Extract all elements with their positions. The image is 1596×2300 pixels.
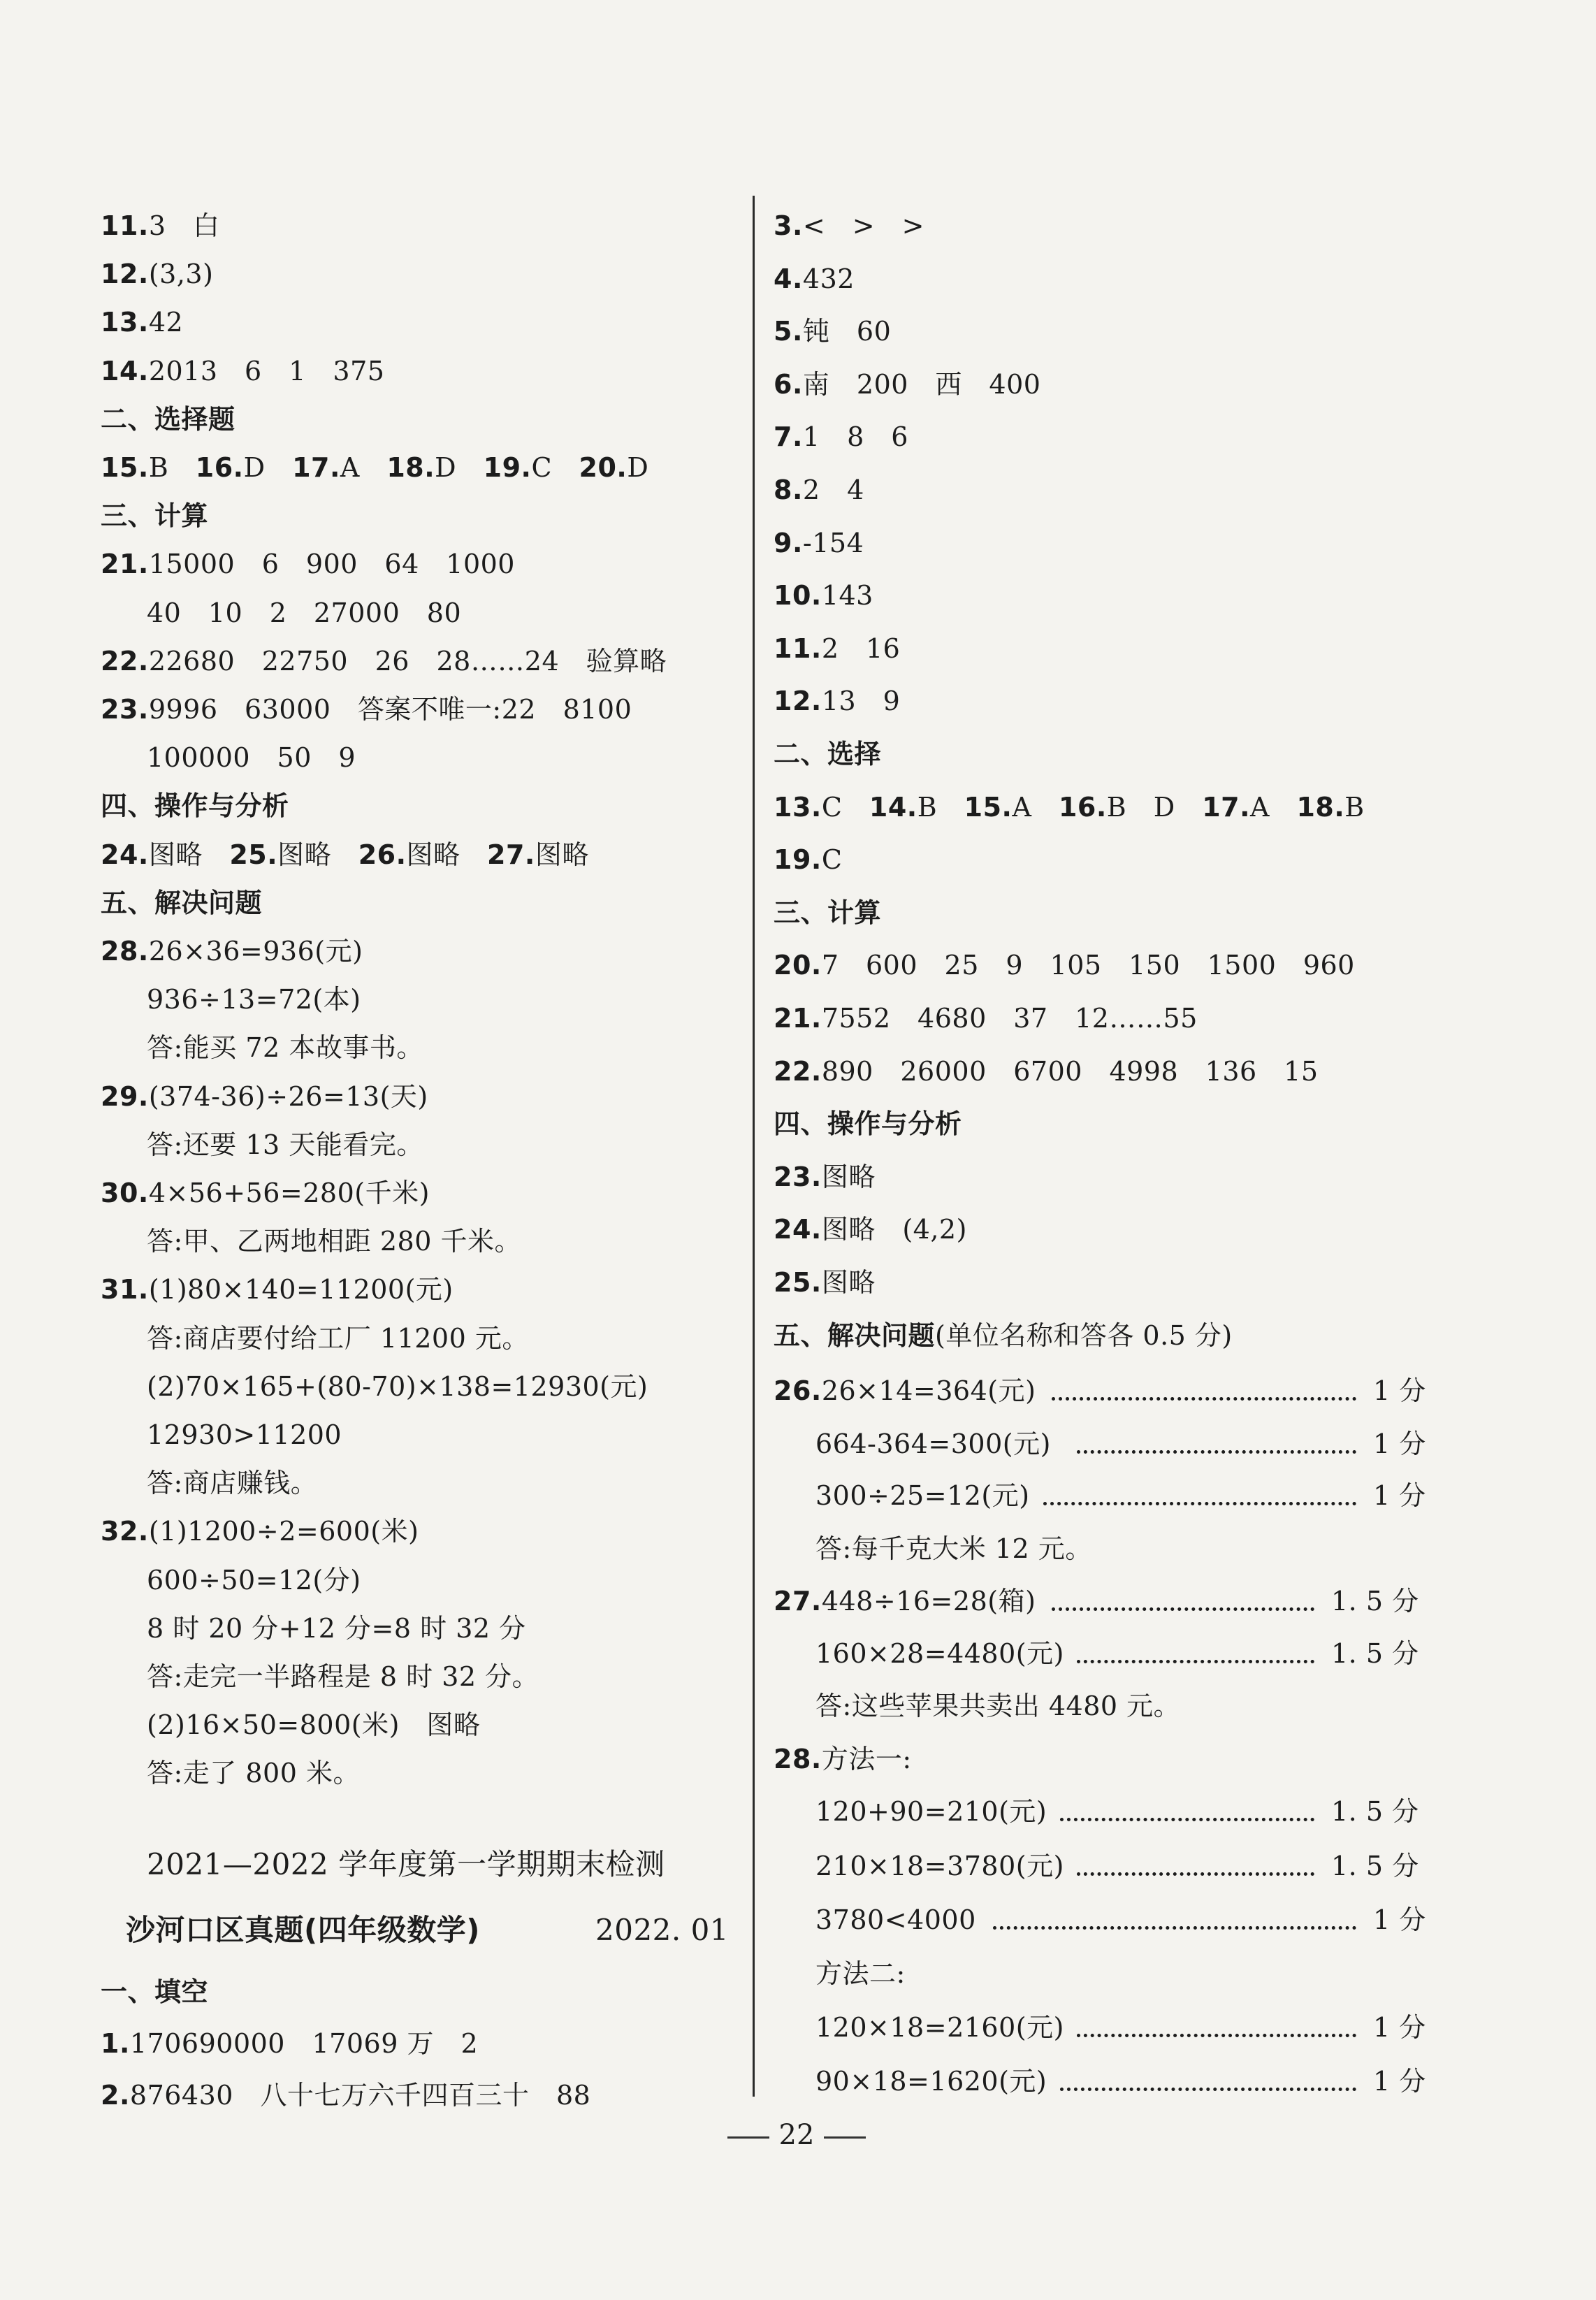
- answer-text: (1)1200÷2=600(米): [148, 1516, 419, 1547]
- question-number: 15.: [101, 452, 149, 483]
- answer-line: [101, 547, 515, 581]
- answer-text: 890 26000 6700 4998 136 15: [821, 1055, 1319, 1087]
- answer-text: 答:能买 72 本故事书。: [147, 1032, 423, 1064]
- answer-line: [774, 419, 908, 454]
- answer-text: 答:甲、乙两地相距 280 千米。: [147, 1226, 521, 1257]
- answer-line: [815, 1531, 1092, 1566]
- answer-text: 答:走了 800 米。: [147, 1758, 360, 1789]
- answer-text: 2 4: [802, 475, 864, 505]
- answer-text: 120+90=210(元): [815, 1796, 1047, 1827]
- score-label: 1. 5 分: [1331, 1586, 1419, 1616]
- answer-text: 210×18=3780(元): [815, 1851, 1064, 1881]
- answer-text: 钝 60: [802, 316, 892, 347]
- question-number: 23.: [774, 1161, 822, 1192]
- answer-line: [101, 1176, 430, 1210]
- question-number: 18.: [1296, 791, 1345, 823]
- question-number: 26.: [774, 1375, 822, 1406]
- section-heading-text: 五、解决问题: [101, 887, 263, 918]
- answer-text: 160×28=4480(元): [815, 1638, 1064, 1669]
- answer-text: 664-364=300(元): [815, 1429, 1051, 1459]
- question-number: 14.: [869, 791, 917, 823]
- answer-text: 4×56+56=280(千米): [148, 1178, 430, 1208]
- answer-line: [101, 208, 220, 243]
- answer-text: 448÷16=28(箱): [821, 1586, 1036, 1616]
- section-heading-text: 五、解决问题: [774, 1319, 936, 1351]
- answer-line: [147, 595, 461, 630]
- answer-text: 15000 6 900 64 1000: [148, 549, 515, 580]
- answer-line: [815, 2064, 1047, 2099]
- answer-text: B D: [1106, 791, 1203, 823]
- answer-text: 答:这些苹果共卖出 4480 元。: [815, 1691, 1181, 1721]
- question-number: 25.: [229, 839, 278, 870]
- answer-text: 7552 4680 37 12……55: [821, 1003, 1198, 1034]
- answer-text: D: [243, 452, 293, 483]
- answer-text: 答:走完一半路程是 8 时 32 分。: [147, 1661, 539, 1692]
- section-heading: [774, 1106, 962, 1141]
- question-number: 3.: [774, 210, 803, 241]
- score-label: 1 分: [1373, 1375, 1426, 1406]
- answer-line: [774, 472, 864, 507]
- question-number: 18.: [386, 452, 435, 483]
- score-label: 1 分: [1373, 1904, 1426, 1935]
- page-number-text: 22: [778, 2119, 815, 2151]
- answer-text: 120×18=2160(元): [815, 2012, 1064, 2043]
- answer-text: A: [340, 452, 387, 483]
- leader-dots: [1052, 1607, 1314, 1611]
- answer-text: 图略: [821, 1161, 876, 1192]
- section-heading: [101, 885, 262, 920]
- answer-line: [147, 1369, 648, 1404]
- section-heading-text: 二、选择: [774, 739, 882, 769]
- answer-text: 26×36=936(元): [148, 936, 363, 967]
- leader-dots: [1060, 1818, 1314, 1821]
- answer-text: A: [1250, 791, 1297, 823]
- leader-dots: [1077, 1872, 1314, 1876]
- section-heading: [774, 737, 881, 772]
- question-number: 28.: [774, 1744, 822, 1774]
- answer-line: [147, 982, 361, 1017]
- answer-line: [147, 1417, 342, 1452]
- leader-dots: [993, 1926, 1356, 1930]
- question-number: 14.: [101, 355, 149, 386]
- answer-text: (3,3): [148, 259, 214, 290]
- answer-line: [101, 2026, 478, 2061]
- answer-line: [815, 1794, 1047, 1829]
- answer-text: 936÷13=72(本): [147, 984, 361, 1015]
- answer-line: [774, 367, 1040, 402]
- section-heading-text: 四、操作与分析: [774, 1108, 962, 1140]
- question-number: 22.: [101, 645, 149, 677]
- answer-text: D: [627, 452, 649, 483]
- answer-line: [774, 631, 900, 666]
- section-heading: [101, 788, 289, 823]
- answer-line: [147, 1611, 526, 1646]
- section-heading: [774, 1318, 1233, 1353]
- answer-line: [774, 790, 1365, 825]
- answer-text: C: [821, 791, 869, 823]
- score-label: 1 分: [1373, 1480, 1426, 1511]
- answer-line: [101, 305, 183, 340]
- question-number: 4.: [774, 263, 803, 294]
- answer-line: [815, 1688, 1180, 1723]
- page-number-dash-right: [824, 2136, 866, 2139]
- answer-line: [815, 1902, 976, 1937]
- answer-line: [147, 1127, 423, 1162]
- answer-line: [101, 2078, 590, 2113]
- answer-line: [147, 1563, 361, 1598]
- score-label: 1. 5 分: [1331, 1851, 1419, 1881]
- answer-text: (2)16×50=800(米) 图略: [147, 1709, 481, 1741]
- answer-text: 600÷50=12(分): [147, 1564, 361, 1596]
- section-heading-text: 一、填空: [101, 1976, 209, 2007]
- section-heading: [774, 895, 881, 930]
- question-number: 17.: [1202, 791, 1251, 823]
- answer-line: [774, 948, 1355, 983]
- answer-line: [774, 314, 891, 349]
- answer-line: [774, 1742, 912, 1777]
- question-number: 28.: [101, 936, 149, 967]
- answer-line: [101, 837, 589, 872]
- answer-line: [815, 1478, 1030, 1513]
- question-number: 11.: [101, 210, 149, 241]
- question-number: 7.: [774, 421, 803, 453]
- question-number: 12.: [101, 259, 149, 290]
- score-label: 1 分: [1373, 1429, 1426, 1459]
- answer-text: B: [148, 452, 196, 483]
- answer-text: (1)80×140=11200(元): [148, 1274, 454, 1305]
- answer-text: 答:每千克大米 12 元。: [815, 1533, 1092, 1564]
- answer-text: 40 10 2 27000 80: [147, 597, 462, 628]
- question-number: 29.: [101, 1080, 149, 1112]
- answer-line: [774, 261, 855, 296]
- question-number: 16.: [195, 452, 244, 483]
- question-number: 21.: [101, 549, 149, 580]
- question-number: 24.: [774, 1214, 822, 1245]
- answer-line: [147, 1321, 529, 1356]
- score-label: 1 分: [1373, 2012, 1426, 2043]
- answer-line: [815, 1636, 1064, 1671]
- answer-text: 90×18=1620(元): [815, 2066, 1047, 2097]
- answer-text: 2013 6 1 375: [148, 355, 385, 386]
- leader-dots: [1043, 1502, 1356, 1505]
- answer-line: [815, 1956, 906, 1991]
- answer-text: 南 200 西 400: [802, 368, 1041, 400]
- answer-text: 2 16: [821, 632, 901, 664]
- answer-line: [774, 1373, 1036, 1408]
- question-number: 12.: [774, 686, 822, 717]
- answer-text: 图略: [535, 839, 589, 870]
- answer-text: 图略: [821, 1267, 876, 1298]
- leader-dots: [1060, 2088, 1356, 2091]
- page-number-dash-left: [727, 2136, 769, 2139]
- question-number: 2.: [101, 2080, 130, 2111]
- answer-line: [147, 1224, 521, 1259]
- answer-text: B: [1344, 791, 1365, 823]
- answer-text: 图略: [406, 839, 488, 870]
- answer-text: -154: [802, 527, 864, 558]
- answer-text: 876430 八十七万六千四百三十 88: [129, 2080, 591, 2111]
- leader-dots: [1052, 1397, 1356, 1401]
- answer-text: 1 8 6: [802, 421, 908, 453]
- answer-text: C: [531, 452, 579, 483]
- answer-line: [774, 684, 900, 718]
- question-number: 20.: [579, 452, 627, 483]
- answer-text: 3 白: [148, 210, 220, 241]
- answer-text: (2)70×165+(80-70)×138=12930(元): [147, 1370, 648, 1402]
- answer-line: [774, 208, 924, 243]
- answer-text: A: [1012, 791, 1059, 823]
- section-heading: [101, 402, 235, 437]
- question-number: 17.: [292, 452, 340, 483]
- answer-line: [147, 1756, 360, 1791]
- question-number: 32.: [101, 1516, 149, 1547]
- exam-subtitle: 沙河口区真题(四年级数学): [126, 1913, 480, 1947]
- question-number: 25.: [774, 1267, 822, 1298]
- answer-line: [147, 740, 356, 775]
- answer-line: [774, 1584, 1036, 1619]
- answer-line: [774, 526, 864, 560]
- answer-line: [101, 934, 363, 969]
- answer-text: C: [821, 844, 843, 876]
- answer-text: 3780<4000: [815, 1904, 976, 1935]
- question-number: 27.: [774, 1586, 822, 1616]
- answer-line: [101, 256, 213, 291]
- answer-line: [101, 1272, 454, 1307]
- answer-line: [147, 1659, 539, 1694]
- question-number: 20.: [774, 950, 822, 981]
- leader-dots: [1077, 2034, 1356, 2037]
- question-number: 22.: [774, 1055, 822, 1087]
- answer-text: 答:商店赚钱。: [147, 1468, 318, 1499]
- exam-title: 2021—2022 学年度第一学期期末检测: [147, 1847, 665, 1881]
- question-number: 27.: [487, 839, 535, 870]
- answer-text: 图略: [148, 839, 230, 870]
- score-label: 1. 5 分: [1331, 1796, 1419, 1827]
- question-number: 26.: [358, 839, 407, 870]
- answer-line: [774, 1054, 1319, 1089]
- leader-dots: [1077, 1660, 1314, 1663]
- question-number: 13.: [101, 307, 149, 338]
- question-number: 10.: [774, 580, 822, 612]
- answer-text: 方法一:: [821, 1744, 912, 1774]
- answer-line: [147, 1466, 317, 1500]
- answer-text: 方法二:: [815, 1958, 906, 1989]
- question-number: 19.: [774, 844, 822, 876]
- answer-text: (374-36)÷26=13(天): [148, 1080, 428, 1112]
- answer-line: [774, 1001, 1198, 1036]
- answer-line: [774, 578, 873, 613]
- question-number: 21.: [774, 1003, 822, 1034]
- answer-text: 图略: [277, 839, 358, 870]
- exam-date: 2022. 01: [595, 1913, 730, 1947]
- answer-text: 9996 63000 答案不唯一:22 8100: [148, 694, 632, 725]
- answer-line: [815, 1426, 1051, 1461]
- answer-line: [774, 1212, 967, 1247]
- score-label: 1 分: [1373, 2066, 1426, 2097]
- score-label: 1. 5 分: [1331, 1638, 1419, 1669]
- answer-text: 432: [802, 263, 855, 294]
- answer-text: 答:商店要付给工厂 11200 元。: [147, 1322, 529, 1354]
- answer-line: [101, 692, 632, 727]
- answer-text: 100000 50 9: [147, 742, 356, 774]
- question-number: 5.: [774, 316, 803, 347]
- answer-text: 答:还要 13 天能看完。: [147, 1129, 423, 1160]
- leader-dots: [1077, 1450, 1356, 1454]
- page-number: [699, 2118, 894, 2153]
- answer-text: 170690000 17069 万 2: [129, 2028, 479, 2059]
- question-number: 15.: [964, 791, 1013, 823]
- answer-line: [774, 842, 842, 877]
- answer-text: 7 600 25 9 105 150 1500 960: [821, 950, 1355, 981]
- question-number: 11.: [774, 632, 822, 664]
- answer-line: [815, 1849, 1064, 1883]
- question-number: 6.: [774, 368, 803, 400]
- answer-text: 143: [821, 580, 873, 612]
- answer-line: [147, 1707, 480, 1742]
- answer-line: [101, 354, 384, 389]
- section-heading: [101, 498, 208, 533]
- answer-text: 8 时 20 分+12 分=8 时 32 分: [147, 1612, 526, 1644]
- section-note: (单位名称和答各 0.5 分): [935, 1319, 1233, 1351]
- question-number: 30.: [101, 1178, 149, 1208]
- answer-line: [101, 1079, 428, 1114]
- section-heading-text: 三、计算: [101, 500, 209, 532]
- answer-text: 12930>11200: [147, 1419, 342, 1450]
- question-number: 23.: [101, 694, 149, 725]
- answer-line: [774, 1265, 876, 1300]
- question-number: 13.: [774, 791, 822, 823]
- answer-text: B: [917, 791, 964, 823]
- answer-line: [101, 644, 667, 679]
- question-number: 8.: [774, 475, 803, 505]
- answer-line: [101, 450, 648, 485]
- question-number: 24.: [101, 839, 149, 870]
- question-number: 9.: [774, 527, 803, 558]
- answer-line: [147, 1030, 423, 1065]
- question-number: 19.: [483, 452, 532, 483]
- answer-text: D: [435, 452, 484, 483]
- answer-text: 22680 22750 26 28……24 验算略: [148, 645, 667, 677]
- question-number: 1.: [101, 2028, 130, 2059]
- answer-text: < > >: [802, 210, 924, 241]
- answer-text: 26×14=364(元): [821, 1375, 1036, 1406]
- answer-text: 42: [148, 307, 184, 338]
- answer-line: [815, 2010, 1064, 2045]
- section-heading-text: 二、选择题: [101, 403, 235, 435]
- answer-text: 13 9: [821, 686, 901, 717]
- question-number: 16.: [1058, 791, 1107, 823]
- answer-text: 图略 (4,2): [821, 1214, 967, 1245]
- section-heading-text: 三、计算: [774, 897, 882, 928]
- answer-text: 300÷25=12(元): [815, 1480, 1030, 1511]
- answer-line: [101, 1514, 419, 1549]
- column-divider: [753, 196, 755, 2097]
- answer-line: [774, 1159, 876, 1194]
- question-number: 31.: [101, 1274, 149, 1305]
- section-heading-text: 四、操作与分析: [101, 790, 289, 822]
- section-heading: [101, 1974, 208, 2009]
